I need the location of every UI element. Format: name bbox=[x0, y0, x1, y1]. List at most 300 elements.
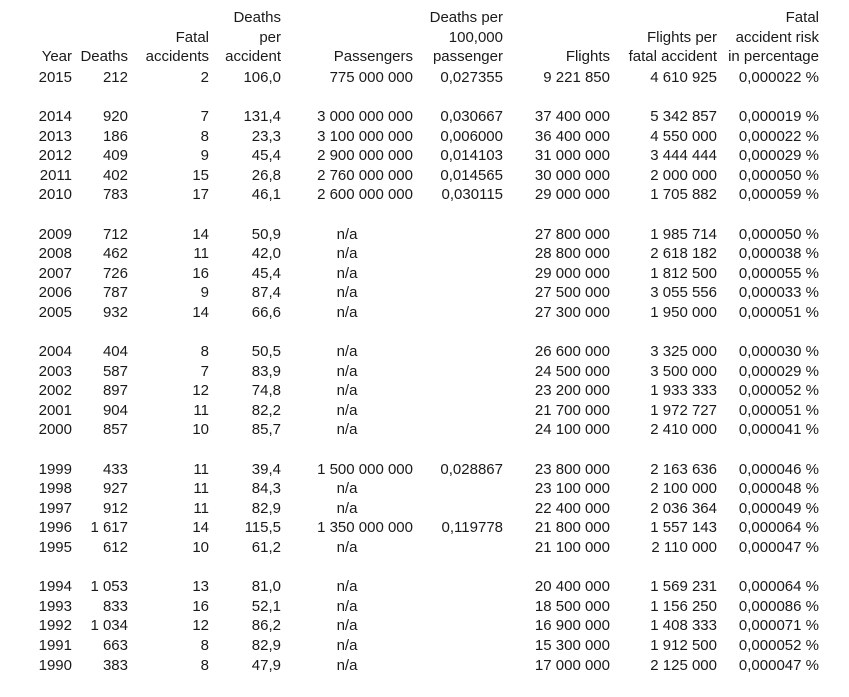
cell-fatal-accident-risk: 0,000071 % bbox=[738, 617, 819, 635]
cell-flights-per-fatal-accident: 2 125 000 bbox=[650, 656, 717, 674]
header-line: Flights bbox=[565, 48, 610, 66]
cell-fatal-accident-risk: 0,000046 % bbox=[738, 460, 819, 478]
cell-fatal-accidents: 11 bbox=[193, 480, 209, 498]
table-row bbox=[22, 597, 819, 617]
cell-deaths-per-100000 bbox=[413, 303, 503, 323]
table-row bbox=[22, 166, 819, 186]
header-deaths-per-100000-passenger bbox=[413, 8, 503, 68]
header-line: passenger bbox=[432, 48, 503, 66]
cell-deaths: 587 bbox=[102, 362, 128, 380]
cell-fatal-accidents: 10 bbox=[192, 539, 209, 557]
cell-deaths: 462 bbox=[102, 245, 128, 263]
cell-deaths-per-100000: 0,030115 bbox=[441, 186, 503, 204]
cell-flights-per-fatal-accident: 1 408 333 bbox=[650, 617, 717, 635]
cell-year: 2013 bbox=[38, 127, 72, 145]
header-line: accident risk bbox=[735, 28, 819, 46]
cell-deaths-per-100000 bbox=[413, 636, 503, 656]
cell-flights: 27 300 000 bbox=[534, 303, 610, 321]
cell-deaths: 409 bbox=[102, 147, 128, 165]
cell-deaths: 1 034 bbox=[90, 617, 128, 635]
table-row bbox=[22, 479, 819, 499]
cell-fatal-accident-risk: 0,000049 % bbox=[738, 499, 819, 517]
cell-fatal-accident-risk: 0,000064 % bbox=[738, 578, 819, 596]
cell-flights: 37 400 000 bbox=[534, 107, 610, 125]
cell-deaths-per-100000: 0,119778 bbox=[441, 519, 503, 537]
cell-deaths-per-accident: 82,2 bbox=[251, 401, 281, 419]
header-fatal-accidents bbox=[128, 8, 209, 68]
cell-passengers: n/a bbox=[336, 499, 358, 517]
aviation-safety-table bbox=[22, 8, 819, 675]
cell-deaths-per-100000 bbox=[413, 538, 503, 558]
cell-passengers: n/a bbox=[336, 245, 358, 263]
cell-fatal-accidents: 8 bbox=[200, 637, 209, 654]
header-line: Flights per bbox=[646, 28, 717, 46]
cell-flights: 20 400 000 bbox=[534, 578, 610, 596]
cell-flights: 28 800 000 bbox=[534, 245, 610, 263]
cell-passengers: n/a bbox=[336, 343, 358, 361]
cell-flights-per-fatal-accident: 2 163 636 bbox=[650, 460, 717, 478]
cell-fatal-accidents: 12 bbox=[192, 382, 209, 400]
cell-deaths-per-100000 bbox=[413, 264, 503, 284]
header-deaths-per-accident bbox=[209, 8, 281, 68]
cell-deaths-per-accident: 45,4 bbox=[251, 264, 281, 282]
table-row bbox=[22, 342, 819, 362]
cell-flights-per-fatal-accident: 3 325 000 bbox=[650, 343, 717, 361]
table-row bbox=[22, 656, 819, 676]
cell-deaths-per-100000 bbox=[413, 499, 503, 519]
cell-fatal-accidents: 8 bbox=[200, 127, 209, 145]
cell-flights-per-fatal-accident: 4 610 925 bbox=[650, 68, 717, 86]
cell-flights-per-fatal-accident: 3 500 000 bbox=[650, 362, 717, 380]
cell-deaths-per-accident: 82,9 bbox=[251, 637, 281, 654]
cell-flights-per-fatal-accident: 1 812 500 bbox=[650, 264, 717, 282]
cell-passengers: n/a bbox=[336, 617, 358, 635]
cell-flights: 22 400 000 bbox=[534, 499, 610, 517]
cell-flights-per-fatal-accident: 2 036 364 bbox=[650, 499, 717, 517]
cell-fatal-accident-risk: 0,000050 % bbox=[738, 166, 819, 184]
cell-passengers: n/a bbox=[336, 284, 358, 302]
header-line: accidents bbox=[145, 48, 209, 66]
cell-fatal-accidents: 17 bbox=[192, 186, 209, 204]
cell-deaths-per-100000 bbox=[413, 479, 503, 499]
cell-fatal-accident-risk: 0,000019 % bbox=[738, 107, 819, 125]
cell-passengers: n/a bbox=[336, 421, 358, 439]
header-line: accident bbox=[225, 48, 281, 66]
cell-fatal-accident-risk: 0,000022 % bbox=[738, 68, 819, 86]
header-line: 100,000 bbox=[448, 28, 503, 46]
cell-passengers: 3 100 000 000 bbox=[317, 127, 413, 145]
cell-fatal-accident-risk: 0,000051 % bbox=[738, 303, 819, 321]
cell-deaths-per-100000 bbox=[413, 244, 503, 264]
cell-year: 1993 bbox=[38, 597, 72, 615]
cell-year: 2003 bbox=[38, 362, 72, 380]
cell-fatal-accident-risk: 0,000029 % bbox=[738, 362, 819, 380]
cell-deaths: 897 bbox=[102, 382, 128, 400]
cell-fatal-accident-risk: 0,000030 % bbox=[738, 343, 819, 361]
cell-flights-per-fatal-accident: 1 972 727 bbox=[650, 401, 717, 419]
cell-deaths-per-accident: 115,5 bbox=[244, 519, 281, 537]
cell-deaths-per-100000 bbox=[413, 225, 503, 245]
cell-fatal-accident-risk: 0,000052 % bbox=[738, 382, 819, 400]
cell-deaths: 1 617 bbox=[90, 519, 128, 537]
cell-passengers: n/a bbox=[336, 225, 358, 243]
cell-flights: 30 000 000 bbox=[534, 166, 610, 184]
cell-flights: 18 500 000 bbox=[534, 597, 610, 615]
cell-flights-per-fatal-accident: 1 985 714 bbox=[650, 225, 717, 243]
cell-fatal-accidents: 11 bbox=[193, 499, 209, 517]
cell-flights: 36 400 000 bbox=[534, 127, 610, 145]
cell-year: 2015 bbox=[38, 68, 72, 86]
header-deaths bbox=[72, 8, 128, 68]
cell-year: 2010 bbox=[38, 186, 72, 204]
cell-deaths: 212 bbox=[102, 68, 128, 86]
cell-flights: 9 221 850 bbox=[543, 68, 610, 86]
table-row bbox=[22, 460, 819, 480]
cell-flights-per-fatal-accident: 3 055 556 bbox=[650, 284, 717, 302]
cell-passengers: n/a bbox=[336, 480, 358, 498]
cell-fatal-accident-risk: 0,000047 % bbox=[738, 656, 819, 674]
table-row bbox=[22, 538, 819, 558]
cell-deaths-per-100000 bbox=[413, 656, 503, 676]
cell-passengers: 2 760 000 000 bbox=[317, 166, 413, 184]
table-row bbox=[22, 636, 819, 656]
cell-deaths-per-accident: 42,0 bbox=[251, 245, 281, 263]
table-header bbox=[22, 8, 819, 68]
cell-fatal-accident-risk: 0,000059 % bbox=[738, 186, 819, 204]
cell-flights: 27 500 000 bbox=[534, 284, 610, 302]
header-line: per bbox=[259, 28, 281, 46]
cell-deaths-per-accident: 39,4 bbox=[251, 460, 281, 478]
cell-flights-per-fatal-accident: 2 410 000 bbox=[650, 421, 717, 439]
cell-deaths-per-accident: 50,9 bbox=[251, 225, 281, 243]
cell-flights: 29 000 000 bbox=[534, 264, 610, 282]
cell-fatal-accidents: 16 bbox=[192, 597, 209, 615]
table-row bbox=[22, 146, 819, 166]
cell-fatal-accident-risk: 0,000033 % bbox=[738, 284, 819, 302]
header-line: Deaths bbox=[80, 48, 128, 66]
cell-passengers: 2 600 000 000 bbox=[317, 186, 413, 204]
cell-flights-per-fatal-accident: 1 705 882 bbox=[650, 186, 717, 204]
cell-deaths-per-accident: 83,9 bbox=[251, 362, 281, 380]
cell-flights-per-fatal-accident: 1 569 231 bbox=[650, 578, 717, 596]
cell-year: 2004 bbox=[38, 343, 72, 361]
table-row bbox=[22, 107, 819, 127]
cell-flights: 23 800 000 bbox=[534, 460, 610, 478]
cell-flights: 15 300 000 bbox=[534, 637, 610, 654]
cell-flights-per-fatal-accident: 2 618 182 bbox=[650, 245, 717, 263]
cell-fatal-accident-risk: 0,000048 % bbox=[738, 480, 819, 498]
cell-passengers: n/a bbox=[336, 539, 358, 557]
cell-flights: 31 000 000 bbox=[534, 147, 610, 165]
cell-deaths-per-accident: 131,4 bbox=[243, 107, 281, 125]
cell-year: 1997 bbox=[38, 499, 72, 517]
cell-deaths-per-100000 bbox=[413, 381, 503, 401]
cell-flights-per-fatal-accident: 1 950 000 bbox=[650, 303, 717, 321]
cell-passengers: 2 900 000 000 bbox=[317, 147, 413, 165]
cell-deaths: 833 bbox=[102, 597, 128, 615]
table-row bbox=[22, 401, 819, 421]
header-flights bbox=[503, 8, 610, 68]
cell-fatal-accidents: 16 bbox=[192, 264, 209, 282]
cell-deaths-per-accident: 46,1 bbox=[251, 186, 281, 204]
cell-year: 2005 bbox=[38, 303, 72, 321]
table-row bbox=[22, 244, 819, 264]
cell-fatal-accidents: 9 bbox=[200, 147, 209, 165]
cell-deaths-per-accident: 81,0 bbox=[251, 578, 281, 596]
cell-fatal-accident-risk: 0,000029 % bbox=[738, 147, 819, 165]
cell-year: 2012 bbox=[38, 147, 72, 165]
table-row bbox=[22, 362, 819, 382]
cell-passengers: 3 000 000 000 bbox=[317, 107, 413, 125]
cell-deaths: 663 bbox=[102, 637, 128, 654]
table-row bbox=[22, 518, 819, 538]
cell-passengers: n/a bbox=[336, 382, 358, 400]
spacer-cell bbox=[22, 558, 819, 578]
cell-year: 2007 bbox=[38, 264, 72, 282]
cell-deaths-per-100000 bbox=[413, 597, 503, 617]
cell-deaths-per-100000 bbox=[413, 577, 503, 597]
cell-fatal-accidents: 14 bbox=[192, 303, 209, 321]
cell-deaths-per-100000 bbox=[413, 616, 503, 636]
cell-passengers: 1 350 000 000 bbox=[317, 519, 413, 537]
cell-flights: 23 200 000 bbox=[534, 382, 610, 400]
cell-flights: 26 600 000 bbox=[534, 343, 610, 361]
cell-deaths-per-100000 bbox=[413, 342, 503, 362]
group-spacer bbox=[22, 440, 819, 460]
cell-deaths-per-accident: 52,1 bbox=[251, 597, 281, 615]
table-row bbox=[22, 381, 819, 401]
cell-fatal-accident-risk: 0,000047 % bbox=[738, 539, 819, 557]
cell-deaths: 383 bbox=[102, 656, 128, 674]
spacer-cell bbox=[22, 323, 819, 343]
cell-fatal-accidents: 12 bbox=[192, 617, 209, 635]
cell-deaths: 920 bbox=[102, 107, 128, 125]
cell-deaths: 612 bbox=[102, 539, 128, 557]
group-spacer bbox=[22, 87, 819, 107]
cell-year: 1998 bbox=[38, 480, 72, 498]
cell-deaths: 927 bbox=[102, 480, 128, 498]
header-flights-per-fatal-accident bbox=[610, 8, 717, 68]
group-spacer bbox=[22, 558, 819, 578]
table-row bbox=[22, 127, 819, 147]
cell-deaths: 726 bbox=[102, 264, 128, 282]
cell-year: 2001 bbox=[38, 401, 72, 419]
cell-year: 2011 bbox=[39, 166, 72, 184]
cell-flights-per-fatal-accident: 5 342 857 bbox=[650, 107, 717, 125]
table-row bbox=[22, 68, 819, 88]
cell-deaths-per-100000: 0,014565 bbox=[440, 166, 503, 184]
cell-year: 1991 bbox=[38, 637, 72, 654]
cell-deaths-per-accident: 74,8 bbox=[251, 382, 281, 400]
header-line: Fatal bbox=[175, 28, 209, 46]
cell-deaths: 787 bbox=[102, 284, 128, 302]
header-row bbox=[22, 8, 819, 68]
cell-deaths-per-100000 bbox=[413, 362, 503, 382]
cell-deaths-per-accident: 61,2 bbox=[251, 539, 281, 557]
cell-flights: 29 000 000 bbox=[534, 186, 610, 204]
cell-year: 2000 bbox=[38, 421, 72, 439]
header-fatal-accident-risk bbox=[717, 8, 819, 68]
cell-flights-per-fatal-accident: 3 444 444 bbox=[650, 147, 717, 165]
cell-year: 1996 bbox=[38, 519, 72, 537]
cell-fatal-accidents: 15 bbox=[192, 166, 209, 184]
cell-deaths-per-100000: 0,014103 bbox=[440, 147, 503, 165]
cell-deaths: 186 bbox=[102, 127, 128, 145]
cell-deaths: 712 bbox=[102, 225, 128, 243]
cell-fatal-accident-risk: 0,000064 % bbox=[738, 519, 819, 537]
group-spacer bbox=[22, 205, 819, 225]
table-row bbox=[22, 616, 819, 636]
cell-year: 2006 bbox=[38, 284, 72, 302]
cell-passengers: n/a bbox=[336, 303, 358, 321]
cell-year: 1994 bbox=[38, 578, 72, 596]
group-spacer bbox=[22, 323, 819, 343]
header-line: Deaths bbox=[233, 9, 281, 26]
header-line: Fatal bbox=[785, 9, 819, 26]
cell-deaths-per-100000 bbox=[413, 401, 503, 421]
cell-fatal-accidents: 8 bbox=[200, 656, 209, 674]
cell-passengers: n/a bbox=[336, 637, 358, 654]
cell-flights: 16 900 000 bbox=[534, 617, 610, 635]
cell-flights: 24 500 000 bbox=[534, 362, 610, 380]
cell-fatal-accidents: 7 bbox=[200, 362, 209, 380]
cell-year: 1990 bbox=[38, 656, 72, 674]
header-line: Year bbox=[41, 48, 72, 66]
cell-deaths-per-accident: 85,7 bbox=[251, 421, 281, 439]
cell-deaths-per-accident: 106,0 bbox=[243, 68, 281, 86]
cell-deaths-per-100000 bbox=[413, 283, 503, 303]
cell-deaths-per-accident: 82,9 bbox=[251, 499, 281, 517]
cell-fatal-accidents: 11 bbox=[193, 245, 209, 263]
cell-fatal-accidents: 14 bbox=[192, 519, 209, 537]
cell-passengers: 775 000 000 bbox=[329, 68, 413, 86]
table-row bbox=[22, 264, 819, 284]
header-line: Deaths per bbox=[429, 9, 503, 26]
cell-fatal-accidents: 10 bbox=[192, 421, 209, 439]
cell-flights-per-fatal-accident: 4 550 000 bbox=[650, 127, 717, 145]
header-line: in percentage bbox=[728, 48, 819, 66]
spacer-cell bbox=[22, 205, 819, 225]
cell-fatal-accidents: 2 bbox=[200, 68, 209, 86]
cell-deaths-per-accident: 45,4 bbox=[251, 147, 281, 165]
cell-deaths-per-accident: 86,2 bbox=[251, 617, 281, 635]
table-row bbox=[22, 303, 819, 323]
cell-deaths-per-accident: 87,4 bbox=[251, 284, 281, 302]
cell-deaths-per-accident: 50,5 bbox=[251, 343, 281, 361]
cell-flights-per-fatal-accident: 2 000 000 bbox=[650, 166, 717, 184]
cell-passengers: n/a bbox=[336, 362, 358, 380]
cell-deaths-per-100000: 0,030667 bbox=[440, 107, 503, 125]
cell-deaths: 857 bbox=[102, 421, 128, 439]
cell-year: 1992 bbox=[38, 617, 72, 635]
cell-year: 2002 bbox=[38, 382, 72, 400]
cell-fatal-accident-risk: 0,000055 % bbox=[738, 264, 819, 282]
header-line: Passengers bbox=[333, 48, 413, 66]
cell-deaths-per-accident: 26,8 bbox=[251, 166, 281, 184]
header-line: fatal accident bbox=[628, 48, 717, 66]
cell-passengers: 1 500 000 000 bbox=[317, 460, 413, 478]
cell-fatal-accident-risk: 0,000050 % bbox=[738, 225, 819, 243]
cell-flights: 21 700 000 bbox=[534, 401, 610, 419]
cell-fatal-accidents: 13 bbox=[192, 578, 209, 596]
cell-year: 2008 bbox=[38, 245, 72, 263]
cell-flights-per-fatal-accident: 2 110 000 bbox=[651, 539, 717, 557]
cell-passengers: n/a bbox=[336, 597, 358, 615]
table-row bbox=[22, 283, 819, 303]
cell-fatal-accidents: 7 bbox=[200, 107, 209, 125]
header-passengers bbox=[281, 8, 413, 68]
table-body bbox=[22, 68, 819, 675]
cell-deaths: 904 bbox=[102, 401, 128, 419]
cell-flights: 24 100 000 bbox=[534, 421, 610, 439]
spacer-cell bbox=[22, 87, 819, 107]
cell-year: 2009 bbox=[38, 225, 72, 243]
cell-year: 1995 bbox=[38, 539, 72, 557]
cell-deaths-per-accident: 23,3 bbox=[251, 127, 281, 145]
header-year bbox=[22, 8, 72, 68]
cell-fatal-accidents: 8 bbox=[200, 343, 209, 361]
cell-deaths: 783 bbox=[102, 186, 128, 204]
table-row bbox=[22, 499, 819, 519]
cell-flights-per-fatal-accident: 1 557 143 bbox=[650, 519, 717, 537]
table-row bbox=[22, 420, 819, 440]
cell-flights: 27 800 000 bbox=[534, 225, 610, 243]
cell-passengers: n/a bbox=[336, 401, 358, 419]
cell-flights: 21 100 000 bbox=[534, 539, 610, 557]
cell-flights: 17 000 000 bbox=[534, 656, 610, 674]
cell-passengers: n/a bbox=[336, 264, 358, 282]
cell-passengers: n/a bbox=[336, 656, 358, 674]
cell-fatal-accident-risk: 0,000022 % bbox=[738, 127, 819, 145]
cell-fatal-accident-risk: 0,000041 % bbox=[738, 421, 819, 439]
cell-fatal-accident-risk: 0,000052 % bbox=[738, 637, 819, 654]
table-row bbox=[22, 185, 819, 205]
table-row bbox=[22, 577, 819, 597]
cell-deaths: 404 bbox=[102, 343, 128, 361]
cell-flights-per-fatal-accident: 1 912 500 bbox=[650, 637, 717, 654]
cell-fatal-accidents: 9 bbox=[200, 284, 209, 302]
cell-year: 2014 bbox=[38, 107, 72, 125]
spacer-cell bbox=[22, 440, 819, 460]
cell-flights-per-fatal-accident: 1 156 250 bbox=[650, 597, 717, 615]
cell-deaths: 1 053 bbox=[90, 578, 128, 596]
cell-fatal-accident-risk: 0,000051 % bbox=[738, 401, 819, 419]
cell-deaths-per-accident: 66,6 bbox=[251, 303, 281, 321]
cell-deaths-per-100000: 0,006000 bbox=[440, 127, 503, 145]
cell-flights-per-fatal-accident: 1 933 333 bbox=[650, 382, 717, 400]
cell-deaths: 433 bbox=[102, 460, 128, 478]
cell-fatal-accidents: 11 bbox=[193, 401, 209, 419]
cell-deaths-per-100000 bbox=[413, 420, 503, 440]
cell-deaths-per-accident: 47,9 bbox=[251, 656, 281, 674]
cell-flights: 21 800 000 bbox=[534, 519, 610, 537]
cell-deaths: 932 bbox=[102, 303, 128, 321]
cell-flights: 23 100 000 bbox=[534, 480, 610, 498]
cell-fatal-accidents: 11 bbox=[193, 460, 209, 478]
cell-fatal-accident-risk: 0,000086 % bbox=[738, 597, 819, 615]
cell-deaths: 912 bbox=[102, 499, 128, 517]
cell-flights-per-fatal-accident: 2 100 000 bbox=[650, 480, 717, 498]
cell-deaths: 402 bbox=[102, 166, 128, 184]
cell-passengers: n/a bbox=[336, 578, 358, 596]
cell-deaths-per-accident: 84,3 bbox=[251, 480, 281, 498]
table-row bbox=[22, 225, 819, 245]
cell-deaths-per-100000: 0,027355 bbox=[440, 68, 503, 86]
cell-year: 1999 bbox=[38, 460, 72, 478]
cell-deaths-per-100000: 0,028867 bbox=[440, 460, 503, 478]
cell-fatal-accidents: 14 bbox=[192, 225, 209, 243]
cell-fatal-accident-risk: 0,000038 % bbox=[738, 245, 819, 263]
